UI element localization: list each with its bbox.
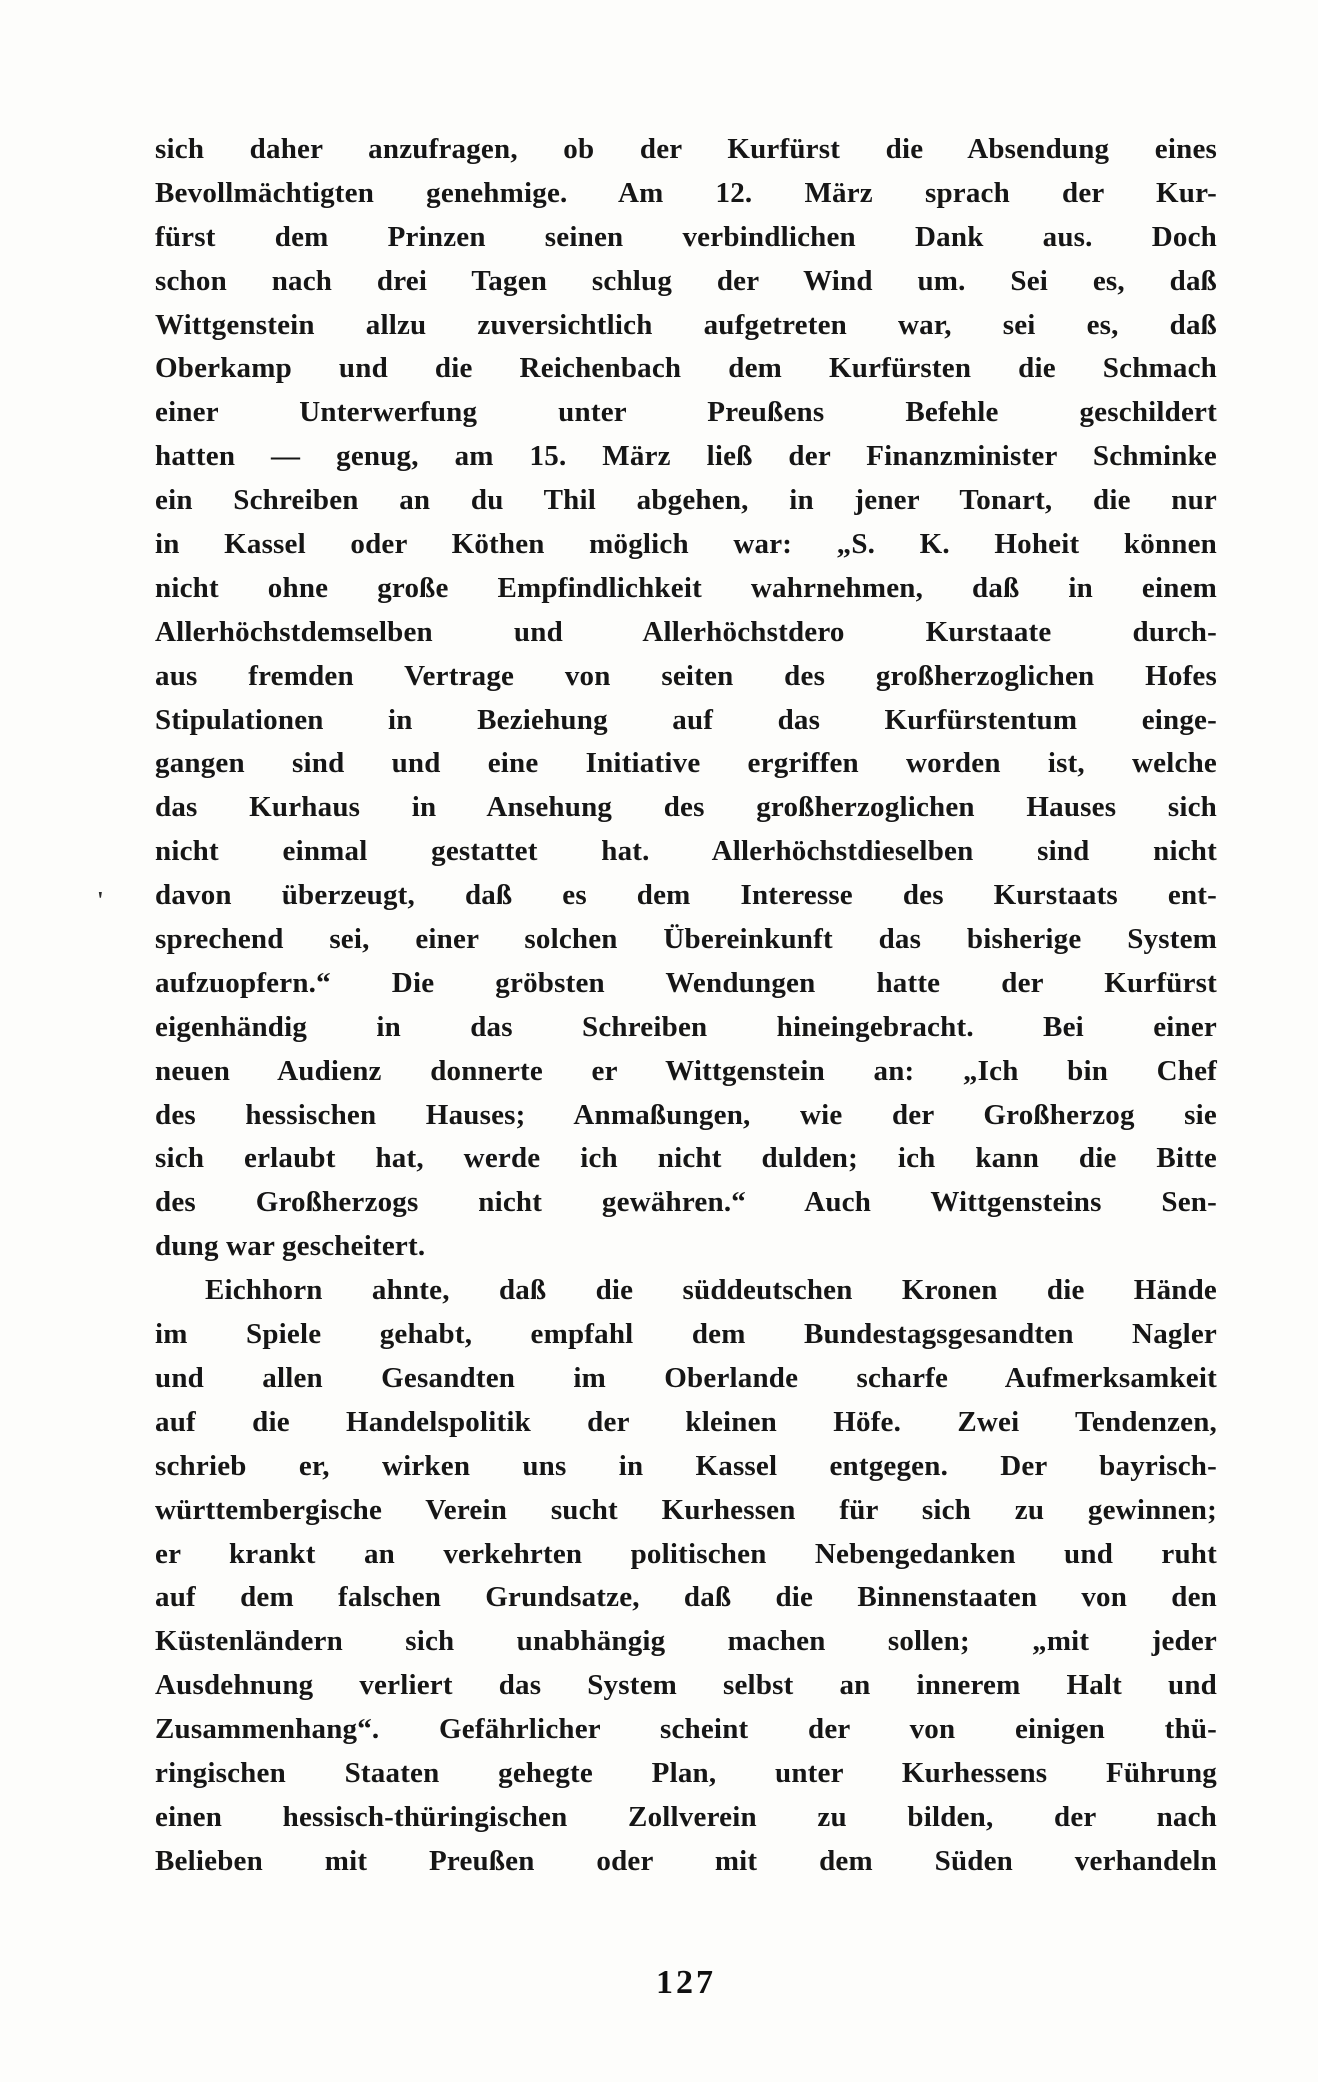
text-line: nicht ohne große Empfindlichkeit wahrnehmen, daß in einem [155,571,1217,604]
text-line: ein Schreiben an du Thil abgehen, in jener Tonart, die nur [155,484,1217,517]
page-number: 127 [656,1964,716,2001]
text-line: des Großherzogs nicht gewähren.“ Auch Wittgensteins Sen- [155,1186,1217,1219]
text-line: Bevollmächtigten genehmige. Am 12. März sprach der Kur- [155,176,1217,209]
text-line: aufzuopfern.“ Die gröbsten Wendungen hatte der Kurfürst [155,966,1217,999]
text-line: er krankt an verkehrten politischen Nebengedanken und ruht [155,1537,1217,1570]
text-line: schon nach drei Tagen schlug der Wind um. Sei es, daß [155,264,1217,297]
body-text [155,128,1217,1884]
text-line: davon überzeugt, daß es dem Interesse des Kurstaats ent- [155,879,1217,912]
text-line: hatten — genug, am 15. März ließ der Finanzminister Schminke [155,440,1217,473]
text-line: Küstenländern sich unabhängig machen sollen; „mit jeder [155,1625,1217,1658]
text-line: nicht einmal gestattet hat. Allerhöchstdieselben sind nicht [155,835,1217,868]
text-line: Allerhöchstdemselben und Allerhöchstdero Kurstaate durch- [155,615,1217,648]
text-line: auf dem falschen Grundsatze, daß die Binnenstaaten von den [155,1581,1217,1614]
text-line: im Spiele gehabt, empfahl dem Bundestagsgesandten Nagler [155,1318,1217,1351]
text-line: Oberkamp und die Reichenbach dem Kurfürsten die Schmach [155,352,1217,385]
text-line: Wittgenstein allzu zuversichtlich aufgetreten war, sei es, daß [155,308,1217,341]
text-line: aus fremden Vertrage von seiten des großherzoglichen Hofes [155,659,1217,692]
text-line: sich erlaubt hat, werde ich nicht dulden; ich kann die Bitte [155,1142,1217,1175]
text-line: auf die Handelspolitik der kleinen Höfe. Zwei Tendenzen, [155,1405,1217,1438]
text-line: gangen sind und eine Initiative ergriffen worden ist, welche [155,747,1217,780]
text-line: und allen Gesandten im Oberlande scharfe Aufmerksamkeit [155,1361,1217,1394]
text-line: schrieb er, wirken uns in Kassel entgegen. Der bayrisch- [155,1449,1217,1482]
text-line: sprechend sei, einer solchen Übereinkunft das bisherige System [155,923,1217,956]
text-line: sich daher anzufragen, ob der Kurfürst die Absendung eines [155,133,1217,165]
text-line-paragraph-end: dung war gescheitert. [155,1230,426,1263]
text-line: neuen Audienz donnerte er Wittgenstein an: „Ich bin Chef [155,1054,1217,1087]
text-line: Zusammenhang“. Gefährlicher scheint der von einigen thü- [155,1713,1217,1746]
text-line: Ausdehnung verliert das System selbst an innerem Halt und [155,1669,1217,1702]
text-line: in Kassel oder Köthen möglich war: „S. K. Hoheit können [155,528,1217,561]
text-line: einen hessisch-thüringischen Zollverein zu bilden, der nach [155,1800,1217,1833]
margin-scan-mark: ' [97,888,104,914]
text-line: Belieben mit Preußen oder mit dem Süden verhandeln [155,1844,1217,1877]
text-line: eigenhändig in das Schreiben hineingebracht. Bei einer [155,1010,1217,1043]
text-line: das Kurhaus in Ansehung des großherzoglichen Hauses sich [155,791,1217,824]
text-line: Stipulationen in Beziehung auf das Kurfürstentum einge- [155,703,1217,736]
text-line: fürst dem Prinzen seinen verbindlichen Dank aus. Doch [155,220,1217,253]
text-line: ringischen Staaten gehegte Plan, unter Kurhessens Führung [155,1756,1217,1789]
text-line-paragraph-start: Eichhorn ahnte, daß die süddeutschen Kronen die Hände [205,1274,1217,1307]
text-line: württembergische Verein sucht Kurhessen für sich zu gewinnen; [155,1493,1217,1526]
text-line: einer Unterwerfung unter Preußens Befehle geschildert [155,396,1217,429]
text-line: des hessischen Hauses; Anmaßungen, wie der Großherzog sie [155,1098,1217,1131]
